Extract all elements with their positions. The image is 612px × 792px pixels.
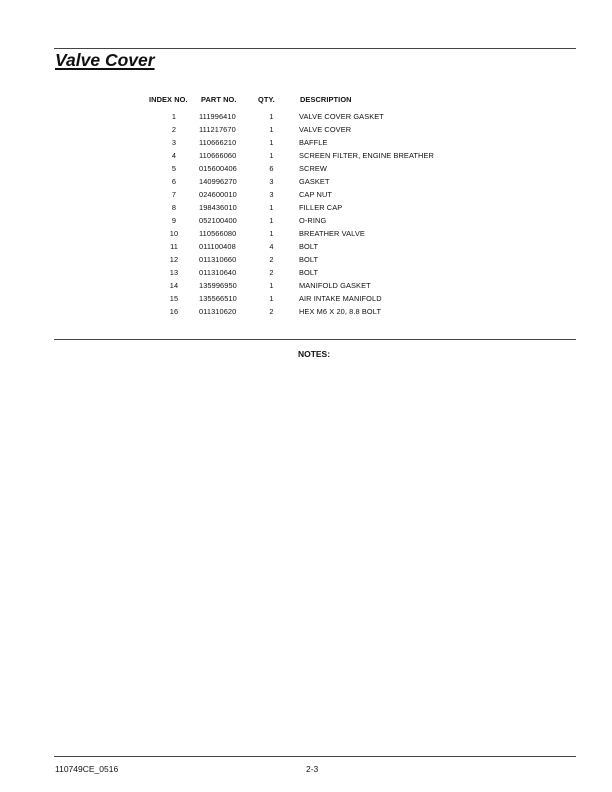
quantity-cell: 3 <box>269 190 274 199</box>
quantity-cell: 1 <box>269 125 274 134</box>
footer-rule <box>54 756 576 757</box>
table-row <box>149 292 434 305</box>
table-row <box>149 136 434 149</box>
index-cell: 5 <box>171 164 177 173</box>
quantity-cell: 1 <box>269 229 274 238</box>
part-column-header: PART NO. <box>201 95 237 104</box>
quantity-cell: 1 <box>269 216 274 225</box>
part-number-cell: 024600010 <box>199 190 237 199</box>
quantity-cell: 6 <box>269 164 274 173</box>
quantity-cell: 2 <box>269 268 274 277</box>
page-number: 2-3 <box>306 764 319 774</box>
qty-column-header: QTY. <box>258 95 275 104</box>
index-cell: 2 <box>171 125 177 134</box>
index-cell: 10 <box>169 229 179 238</box>
index-cell: 16 <box>169 307 179 316</box>
description-cell: SCREEN FILTER, ENGINE BREATHER <box>299 151 434 160</box>
quantity-cell: 1 <box>269 151 274 160</box>
part-number-cell: 052100400 <box>199 216 237 225</box>
parts-list <box>149 95 434 318</box>
table-row <box>149 253 434 266</box>
index-cell: 7 <box>171 190 177 199</box>
description-cell: BOLT <box>299 242 319 251</box>
description-cell: AIR INTAKE MANIFOLD <box>299 294 382 303</box>
index-cell: 15 <box>169 294 179 303</box>
part-number-cell: 198436010 <box>199 203 237 212</box>
part-number-cell: 111996410 <box>199 112 236 121</box>
index-cell: 6 <box>171 177 177 186</box>
index-cell: 14 <box>169 281 179 290</box>
quantity-cell: 1 <box>269 294 274 303</box>
header-row <box>149 95 434 110</box>
table-row <box>149 227 434 240</box>
description-cell: CAP NUT <box>299 190 333 199</box>
description-cell: VALVE COVER <box>299 125 352 134</box>
description-cell: VALVE COVER GASKET <box>299 112 384 121</box>
description-cell: BOLT <box>299 255 319 264</box>
table-row <box>149 240 434 253</box>
table-row <box>149 305 434 318</box>
quantity-cell: 3 <box>269 177 274 186</box>
description-cell: BREATHER VALVE <box>299 229 365 238</box>
quantity-cell: 1 <box>269 112 274 121</box>
index-cell: 13 <box>169 268 179 277</box>
part-number-cell: 110666060 <box>199 151 237 160</box>
part-number-cell: 110566080 <box>199 229 237 238</box>
part-number-cell: 110666210 <box>199 138 237 147</box>
description-cell: FILLER CAP <box>299 203 343 212</box>
table-row <box>149 266 434 279</box>
table-row <box>149 162 434 175</box>
table-row <box>149 214 434 227</box>
index-cell: 11 <box>170 242 178 251</box>
description-cell: O-RING <box>299 216 327 225</box>
header-rule <box>54 48 576 49</box>
notes-rule <box>54 339 576 340</box>
quantity-cell: 1 <box>269 138 274 147</box>
index-column-header: INDEX NO. <box>149 95 188 104</box>
part-number-cell: 011310640 <box>199 268 237 277</box>
quantity-cell: 2 <box>269 255 274 264</box>
parts-table-header <box>149 95 434 110</box>
description-cell: GASKET <box>299 177 330 186</box>
table-row <box>149 110 434 123</box>
index-cell: 1 <box>171 112 177 121</box>
description-cell: SCREW <box>299 164 328 173</box>
part-number-cell: 011310660 <box>199 255 237 264</box>
part-number-cell: 135566510 <box>199 294 237 303</box>
table-row <box>149 201 434 214</box>
quantity-cell: 4 <box>269 242 274 251</box>
description-cell: MANIFOLD GASKET <box>299 281 371 290</box>
description-cell: BOLT <box>299 268 319 277</box>
index-cell: 9 <box>171 216 177 225</box>
table-row <box>149 188 434 201</box>
table-row <box>149 279 434 292</box>
quantity-cell: 1 <box>269 281 274 290</box>
page-title: Valve Cover <box>55 50 155 70</box>
parts-table-body <box>149 110 434 318</box>
quantity-cell: 2 <box>269 307 274 316</box>
part-number-cell: 140996270 <box>199 177 237 186</box>
table-row <box>149 123 434 136</box>
part-number-cell: 011100408 <box>199 242 236 251</box>
part-number-cell: 111217670 <box>199 125 236 134</box>
index-cell: 12 <box>169 255 179 264</box>
index-cell: 3 <box>171 138 177 147</box>
description-cell: HEX M6 X 20, 8.8 BOLT <box>299 307 382 316</box>
index-cell: 8 <box>171 203 177 212</box>
part-number-cell: 011310620 <box>199 307 237 316</box>
table-row <box>149 149 434 162</box>
part-number-cell: 135996950 <box>199 281 237 290</box>
notes-heading: NOTES: <box>297 349 331 359</box>
document-code: 110749CE_0516 <box>55 764 119 774</box>
description-column-header: DESCRIPTION <box>300 95 352 104</box>
quantity-cell: 1 <box>269 203 274 212</box>
description-cell: BAFFLE <box>299 138 328 147</box>
parts-table <box>149 95 434 318</box>
table-row <box>149 175 434 188</box>
index-cell: 4 <box>171 151 177 160</box>
part-number-cell: 015600406 <box>199 164 237 173</box>
